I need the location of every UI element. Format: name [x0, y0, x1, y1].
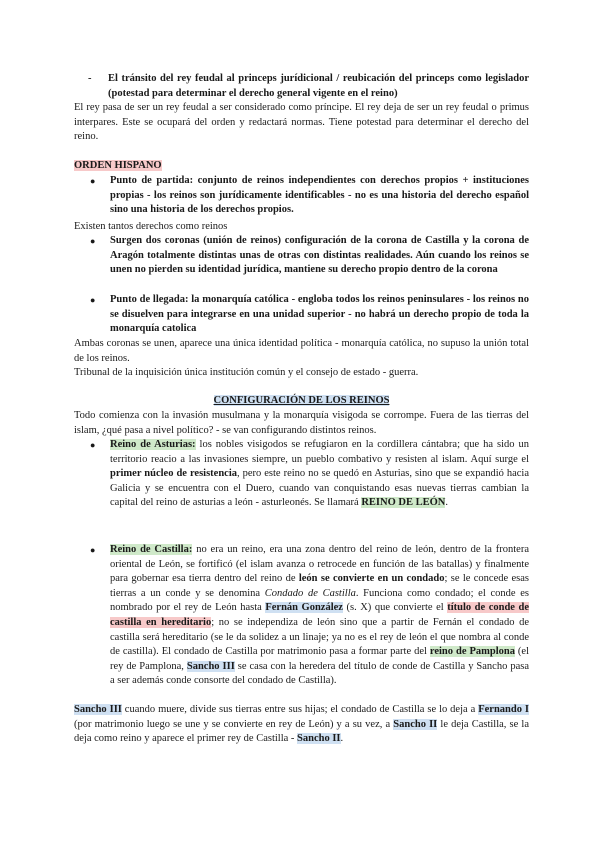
sancho-iii-label: Sancho III [186, 660, 235, 672]
intro-paragraph: El rey pasa de ser un rey feudal a ser considerado como príncipe. El rey deja de ser un rey feudal o primus interpares. Este se ocupará del orden y redactará normas. Tiene potestad para determinar el derecho del reino. [74, 102, 529, 143]
asturias-text-2: , pero este reino no se quedó en Asturias, sino que se expandió hacia Galicia y se encuentra con el Duero, cuando van conquistando esas nuevas tierras cambian la capital del reino de asturias a león - asturleonés. Se llamará [110, 468, 529, 509]
castilla-bold-1: león se convierte en un condado [298, 573, 445, 585]
final-text-3: le deja Castilla, se la deja como reino y aparece el primer rey de Castilla - [74, 718, 529, 745]
final-sancho-ii-b: Sancho II [297, 733, 341, 745]
bullet-dos-coronas [90, 234, 529, 278]
dash-item [88, 72, 529, 101]
orden-line: Existen tantos derechos como reinos [74, 221, 228, 232]
final-fernando-i: Fernando I [478, 704, 529, 715]
asturias-text [110, 438, 529, 511]
bullet-dot-icon: ● [90, 295, 96, 305]
castilla-text-3: . Funciona como condado; el conde es nombrado por el rey de León hasta [110, 587, 529, 614]
section-heading-orden [74, 159, 529, 174]
castilla-label: Reino de Castilla: [110, 544, 193, 555]
asturias-label: Reino de Asturias: [110, 439, 196, 450]
bullet-punto-partida [90, 174, 529, 218]
castilla-text-7: se casa con la heredera del título de conde de Castilla y Sancho pasa a ser además conde consorte del condado de Castilla). [110, 660, 529, 687]
castilla-text-6: (el rey de Pamplona, [110, 646, 529, 672]
castilla-text-2: ; se le concede esas tierras a un conde y se denomina [110, 573, 529, 599]
final-sancho-ii-a: Sancho II [393, 718, 438, 730]
final-text-4: . [340, 733, 344, 745]
asturias-text-1: los nobles visigodos se refugiaron en la cordillera cántabra; que ha sido un territorio reacio a las invasiones siempre, un pueblo combativo y resisten al islam. Aquí surge el [110, 439, 529, 465]
condado-de-castilla-italic: Condado de Castilla [264, 587, 356, 599]
bullet-reino-asturias [90, 438, 529, 511]
asturias-bold-1: primer núcleo de resistencia [110, 468, 237, 480]
reino-de-pamplona-label: reino de Pamplona [429, 646, 515, 658]
asturias-text-3: . [445, 497, 448, 509]
castilla-text-1: no era un reino, era una zona dentro del reino de león, dentro de la frontera oriental de León, se fortificó (el islam avanza o retrocede en función de las batallas) y finalmente para gobernar esa tierra dentro del reino de [110, 544, 529, 585]
bullet-text: Surgen dos coronas (unión de reinos) configuración de la corona de Castilla y la corona de Aragón totalmente distintas unas de otras con distintas realidades. Aún cuando los reinos se unen no pierden su identidad jurídica, mantiene su derecho propio dentro de la corona [110, 235, 529, 276]
bullet-punto-llegada [90, 293, 529, 337]
orden-paragraph-2: Tribunal de la inquisición única institución común y el consejo de estado - guerra. [74, 367, 419, 378]
config-intro: Todo comienza con la invasión musulmana y la monarquía visigoda se corrompe. Fuera de las tierras del islam, ¿qué pasa a nivel político? - se van configurando distintos reinos. [74, 410, 529, 436]
bullet-dot-icon: ● [90, 236, 96, 246]
final-text-1: cuando muere, divide sus tierras entre sus hijas; el condado de Castilla se lo deja a [121, 704, 479, 715]
bullet-dot-icon: ● [90, 176, 96, 186]
castilla-text-4: (s. X) que convierte el [342, 602, 448, 614]
castilla-text [110, 543, 529, 689]
section-title-configuracion [74, 394, 529, 409]
bullet-reino-castilla [90, 543, 529, 689]
castilla-text-5: ; no se independiza de león sino que a partir de Fernán el condado de castilla será hereditario (se le da solidez a un linaje; ya no es el rey de león el que nombra al conde de castilla). El condado de Castilla por matrimonio pasa a formar parte del [110, 616, 529, 658]
bullet-text: Punto de partida: conjunto de reinos independientes con derechos propios + instituciones propias - los reinos son jurídicamente identificables - no es una historia del derecho español sino una historia de los derechos propios. [110, 175, 529, 216]
bullet-text: Punto de llegada: la monarquía católica - engloba todos los reinos peninsulares - los reinos no se disuelven para integrarse en una unidad superior - no habrá un derecho propio de toda la monarquía catolica [110, 294, 529, 335]
final-sancho-iii: Sancho III [74, 704, 122, 715]
configuracion-title-text: CONFIGURACIÓN DE LOS REINOS [213, 395, 390, 406]
final-text-2: (por matrimonio luego se une y se convierte en rey de León) y a su vez, a [74, 718, 394, 730]
titulo-hereditario-label: título de conde de castilla en hereditario [110, 602, 529, 628]
fernan-gonzalez-label: Fernán González [265, 602, 343, 614]
dash-item-text: El tránsito del rey feudal al princeps jurídicional / reubicación del princeps como legislador (potestad para determinar el derecho general vigente en el reino) [108, 73, 529, 99]
dash-marker: - [88, 73, 92, 84]
config-final-paragraph [74, 703, 529, 747]
bullet-dot-icon: ● [90, 545, 96, 555]
bullet-dot-icon: ● [90, 440, 96, 450]
reino-de-leon-label: REINO DE LEÓN [361, 497, 446, 509]
orden-paragraph-1: Ambas coronas se unen, aparece una única identidad política - monarquía católica, no supuso la unión total de los reinos. [74, 338, 529, 364]
orden-heading-text: ORDEN HISPANO [74, 160, 162, 171]
